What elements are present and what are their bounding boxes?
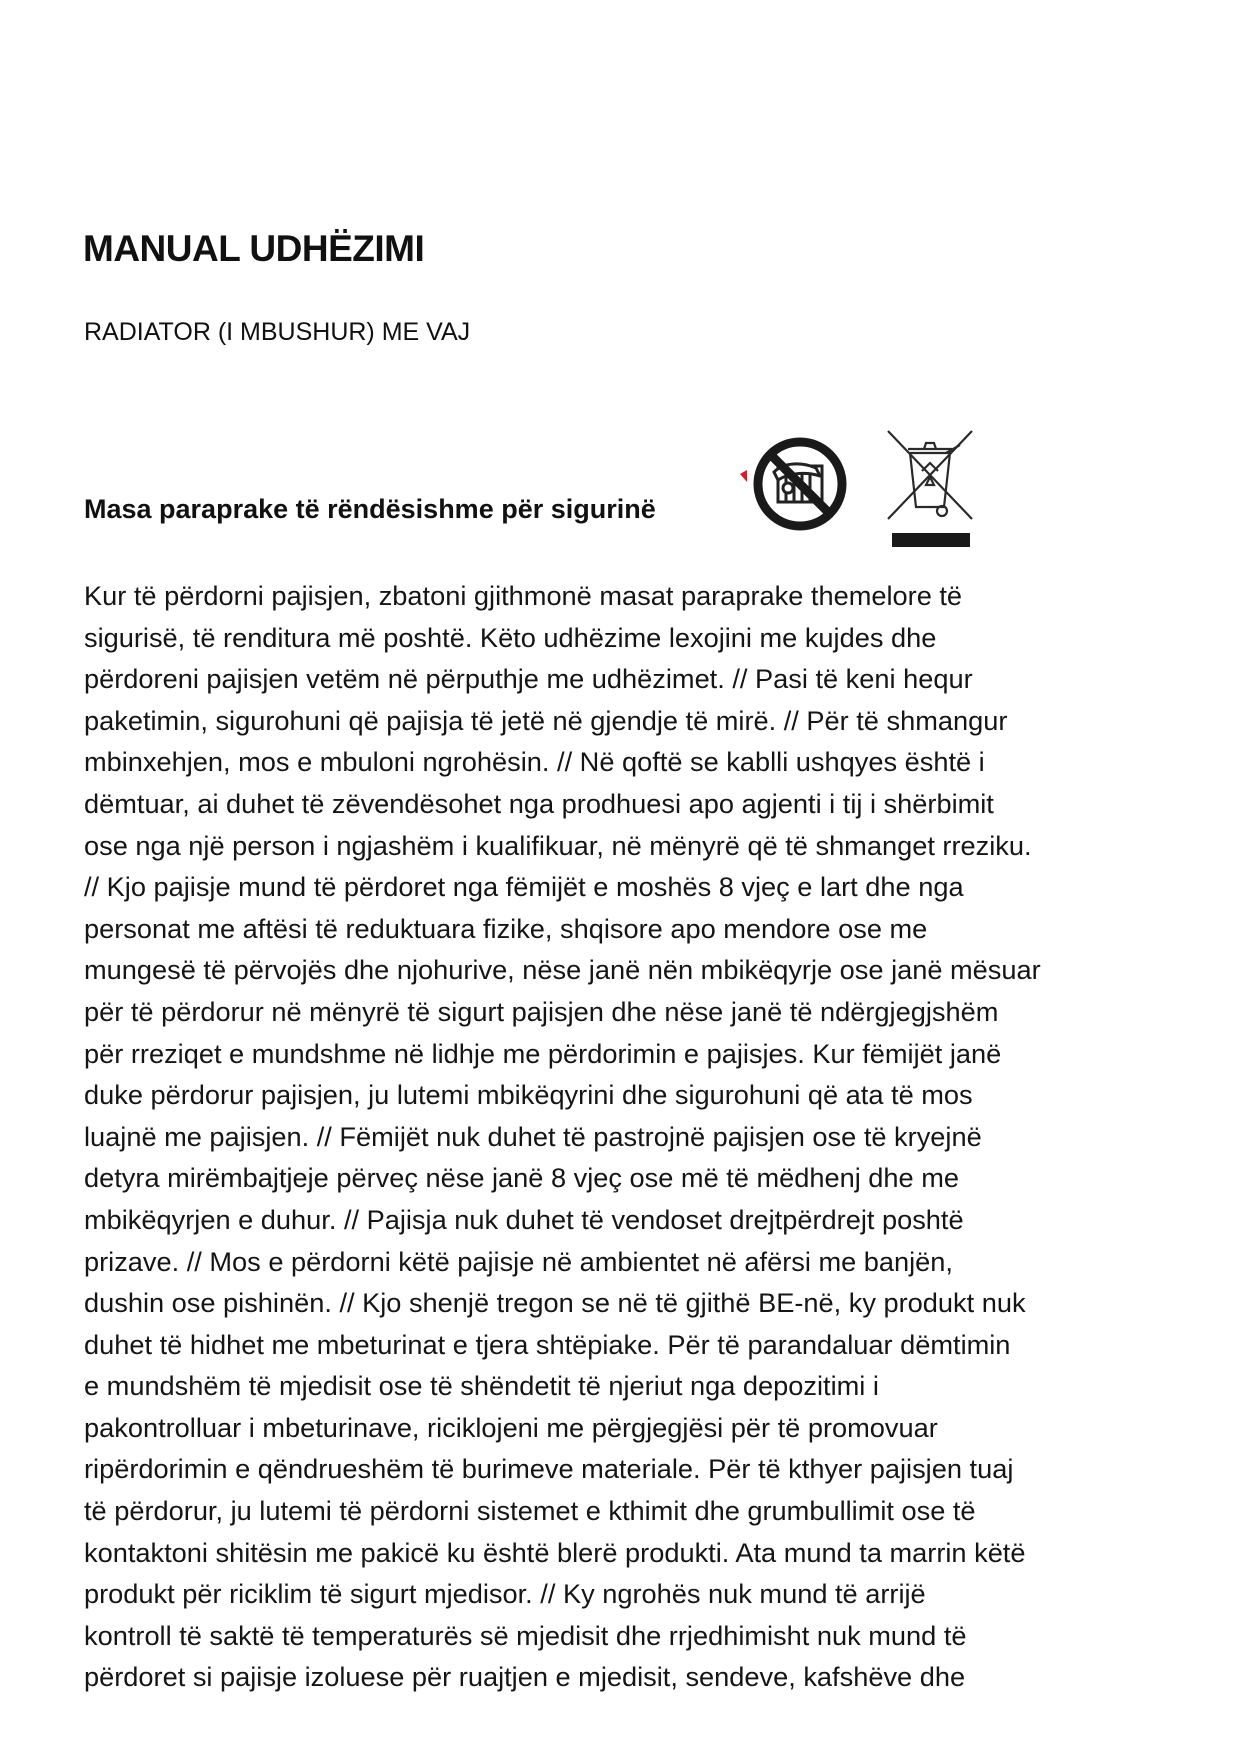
document-title: MANUAL UDHËZIMI — [83, 228, 425, 269]
body-line: detyra mirëmbajtjeje përveç nëse janë 8 vjeç ose më të mëdhenj dhe me — [84, 1162, 959, 1194]
body-line: për të përdorur në mënyrë të sigurt pajisjen dhe nëse janë të ndërgjegjshëm — [84, 995, 999, 1027]
body-line: paketimin, sigurohuni që pajisja të jetë në gjendje të mirë. // Për të shmangur — [84, 704, 1008, 736]
body-line: mbikëqyrjen e duhur. // Pajisja nuk duhet të vendoset drejtpërdrejt poshtë — [84, 1203, 964, 1235]
weee-black-bar — [892, 533, 970, 547]
body-line: duhet të hidhet me mbeturinat e tjera shtëpiake. Për të parandaluar dëmtimin — [84, 1328, 1011, 1360]
body-line: për rreziqet e mundshme në lidhje me përdorimin e pajisjes. Kur fëmijët janë — [84, 1037, 1002, 1069]
body-line: të përdorur, ju lutemi të përdorni sistemet e kthimit dhe grumbullimit ose të — [84, 1495, 976, 1527]
body-line: ripërdorimin e qëndrueshëm të burimeve materiale. Për të kthyer pajisjen tuaj — [84, 1453, 1014, 1485]
body-line: sigurisë, të renditura më poshtë. Këto udhëzime lexojini me kujdes dhe — [84, 621, 937, 653]
body-line: përdoret si pajisje izoluese për ruajtjen e mjedisit, sendeve, kafshëve dhe — [84, 1661, 966, 1693]
body-line: kontaktoni shitësin me pakicë ku është blerë produkti. Ata mund ta marrin këtë — [84, 1536, 1026, 1568]
do-not-cover-icon — [738, 432, 858, 536]
red-tab-mark — [740, 470, 747, 482]
body-line: Kur të përdorni pajisjen, zbatoni gjithmonë masat paraprake themelore të — [84, 580, 963, 611]
body-line: kontroll të saktë të temperaturës së mjedisit dhe rrjedhimisht nuk mund të — [84, 1619, 967, 1651]
body-line: dushin ose pishinën. // Kjo shenjë tregon se në të gjithë BE-në, ky produkt nuk — [84, 1287, 1026, 1319]
body-line: përdoreni pajisjen vetëm në përputhje me udhëzimet. // Pasi të keni hequr — [84, 663, 973, 695]
body-line: ose nga një person i ngjashëm i kualifikuar, në mënyrë që të shmanget rreziku. — [84, 829, 1032, 861]
body-line: mungesë të përvojës dhe njohurive, nëse janë nën mbikëqyrje ose janë mësuar — [84, 954, 1041, 986]
safety-body-text — [84, 575, 1179, 1698]
body-line: e mundshëm të mjedisit ose të shëndetit të njeriut nga depozitimi i — [84, 1370, 879, 1402]
weee-crossed-bin-icon — [880, 427, 984, 553]
body-line: prizave. // Mos e përdorni këtë pajisje në ambientet në afërsi me banjën, — [84, 1245, 953, 1277]
safety-section-heading: Masa paraprake të rëndësishme për sigurinë — [84, 494, 656, 524]
body-line: luajnë me pajisjen. // Fëmijët nuk duhet të pastrojnë pajisjen ose të kryejnë — [84, 1120, 982, 1152]
document-subtitle: RADIATOR (I MBUSHUR) ME VAJ — [84, 318, 471, 346]
body-line: produkt për riciklim të sigurt mjedisor. // Ky ngrohës nuk mund të arrijë — [84, 1578, 926, 1610]
body-line: dëmtuar, ai duhet të zëvendësohet nga prodhuesi apo agjenti i tij i shërbimit — [84, 787, 994, 819]
body-line: duke përdorur pajisjen, ju lutemi mbikëqyrini dhe sigurohuni që ata të mos — [84, 1079, 973, 1111]
body-line: pakontrolluar i mbeturinave, riciklojeni me përgjegjësi për të promovuar — [84, 1411, 938, 1443]
body-line: // Kjo pajisje mund të përdoret nga fëmijët e moshës 8 vjeç e lart dhe nga — [84, 871, 964, 903]
body-line: personat me aftësi të reduktuara fizike, shqisore apo mendore ose me — [84, 912, 928, 944]
body-line: mbinxehjen, mos e mbuloni ngrohësin. // Në qoftë se kablli ushqyes është i — [84, 746, 985, 778]
